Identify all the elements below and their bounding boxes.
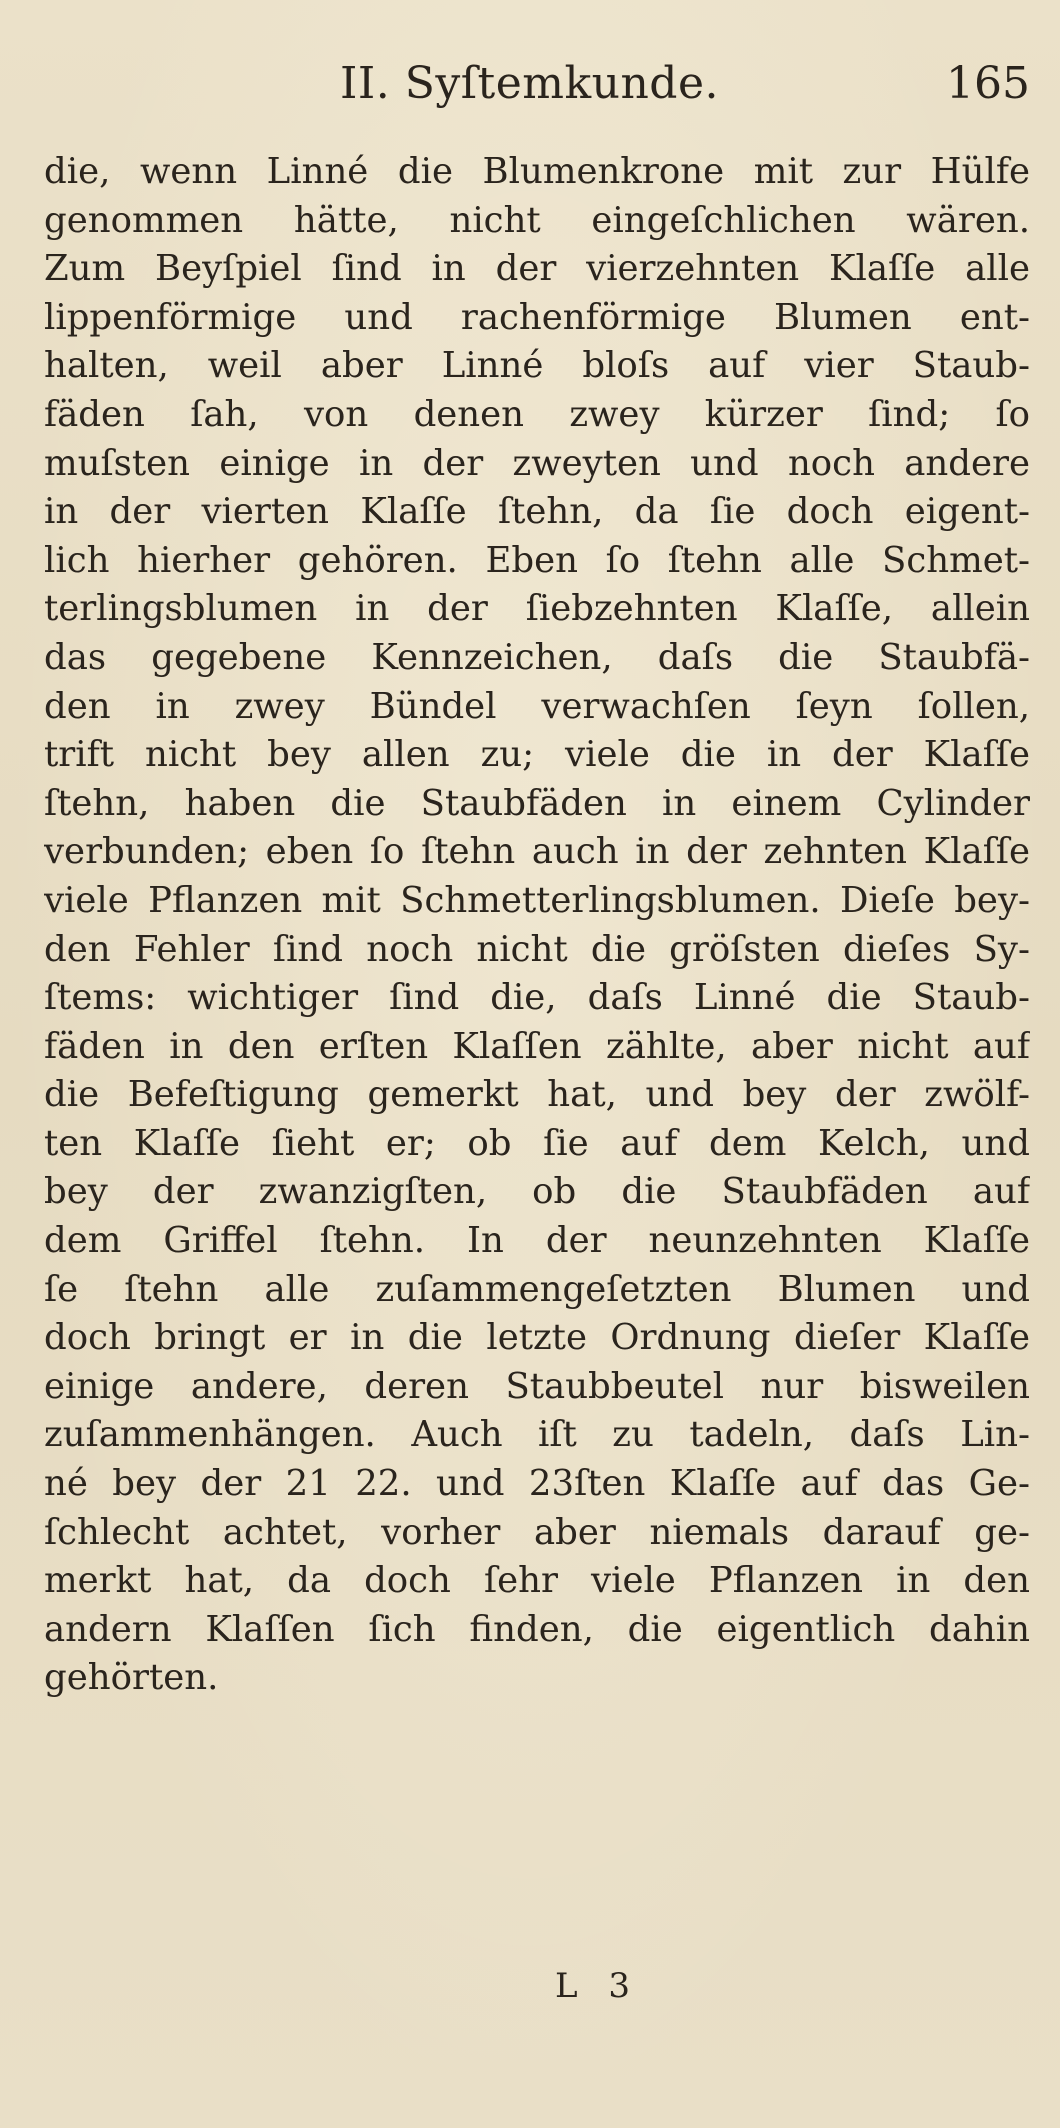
running-title: II. Syſtemkunde.: [340, 58, 719, 109]
text-line: das gegebene Kennzeichen, daſs die Staubfä-: [44, 636, 1030, 678]
text-line: genommen hätte, nicht eingeſchlichen wären.: [44, 199, 1030, 241]
text-line: terlingsblumen in der ſiebzehnten Klaſſe, allein: [44, 588, 1030, 630]
text-line: fäden in den erſten Klaſſen zählte, aber nicht auf: [44, 1025, 1030, 1067]
text-line: Zum Beyſpiel ſind in der vierzehnten Klaſſe alle: [44, 248, 1030, 290]
text-line: einige andere, deren Staubbeutel nur bisweilen: [44, 1365, 1030, 1407]
text-line: zuſammenhängen. Auch iſt zu tadeln, daſs Lin-: [44, 1414, 1030, 1456]
text-line: merkt hat, da doch ſehr viele Pflanzen in den: [44, 1560, 1030, 1602]
text-line: verbunden; eben ſo ſtehn auch in der zehnten Klaſſe: [44, 831, 1030, 873]
text-line: muſsten einige in der zweyten und noch andere: [44, 442, 1030, 484]
text-line: dem Griffel ſtehn. In der neunzehnten Klaſſe: [44, 1220, 1030, 1262]
text-line: andern Klaſſen ſich finden, die eigentlich dahin: [44, 1608, 1030, 1650]
text-line: né bey der 21 22. und 23ſten Klaſſe auf das Ge-: [44, 1463, 1030, 1505]
text-line: lippenförmige und rachenförmige Blumen ent-: [44, 296, 1030, 338]
text-line: lich hierher gehören. Eben ſo ſtehn alle Schmet-: [44, 539, 1030, 581]
text-line: gehörten.: [44, 1657, 219, 1699]
text-line: halten, weil aber Linné bloſs auf vier Staub-: [44, 345, 1030, 387]
text-line: den in zwey Bündel verwachſen ſeyn ſollen,: [44, 685, 1030, 727]
text-line: bey der zwanzigſten, ob die Staubfäden auf: [44, 1171, 1030, 1213]
page-header: [300, 50, 1030, 120]
text-line: viele Pflanzen mit Schmetterlingsblumen. Dieſe bey-: [44, 879, 1030, 921]
text-line: ſe ſtehn alle zuſammengeſetzten Blumen und: [44, 1268, 1030, 1310]
text-line: doch bringt er in die letzte Ordnung dieſer Klaſſe: [44, 1317, 1030, 1359]
text-line: den Fehler ſind noch nicht die gröſsten dieſes Sy-: [44, 928, 1030, 970]
text-line: ten Klaſſe ſieht er; ob ſie auf dem Kelch, und: [44, 1122, 1030, 1164]
body-text: [44, 148, 1030, 1703]
text-line: ſchlecht achtet, vorher aber niemals darauf ge-: [44, 1511, 1030, 1553]
text-line: die Befeſtigung gemerkt hat, und bey der zwölf-: [44, 1074, 1030, 1116]
text-line: trift nicht bey allen zu; viele die in der Klaſſe: [44, 734, 1030, 776]
text-line: ſtehn, haben die Staubfäden in einem Cylinder: [44, 782, 1030, 824]
page-number: 165: [946, 58, 1030, 109]
text-line: die, wenn Linné die Blumenkrone mit zur Hülfe: [44, 151, 1030, 192]
text-line: ſtems: wichtiger ſind die, daſs Linné die Staub-: [44, 977, 1030, 1019]
printer-signature-mark: L 3: [555, 1966, 641, 2006]
text-line: fäden ſah, von denen zwey kürzer ſind; ſo: [44, 393, 1030, 435]
text-line: in der vierten Klaſſe ſtehn, da ſie doch eigent-: [44, 491, 1030, 533]
